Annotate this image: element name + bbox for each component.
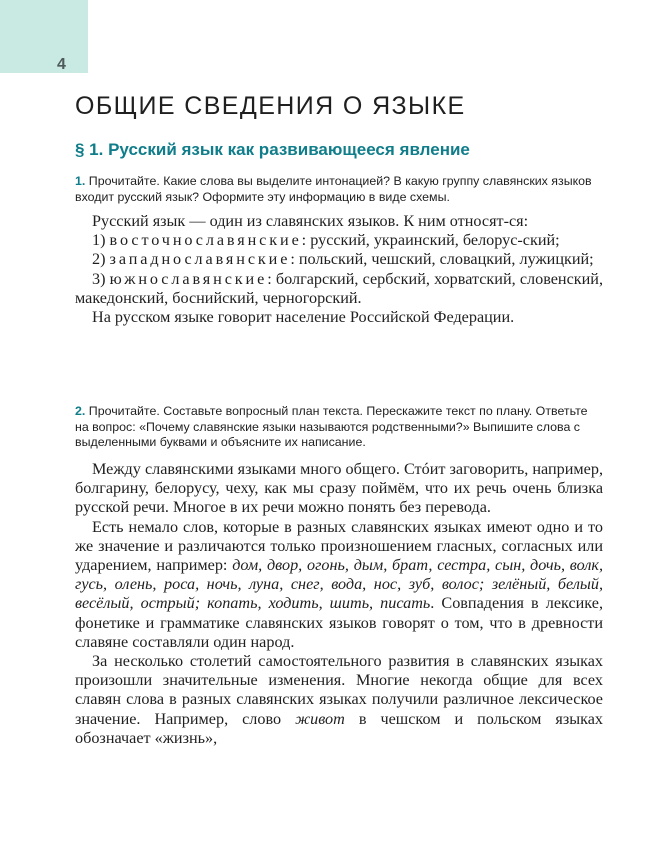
exercise-2-text-block xyxy=(75,460,603,748)
group-south-term: южнославянские xyxy=(109,269,268,288)
chapter-title: ОБЩИЕ СВЕДЕНИЯ О ЯЗЫКЕ xyxy=(75,92,466,120)
group-east-list: : русский, украинский, белорус-ский; xyxy=(301,231,560,250)
exercise-1-text: Прочитайте. Какие слова вы выделите интонацией? В какую группу славянских языков входит русский язык? Оформите эту информацию в виде схемы. xyxy=(75,174,592,204)
text1-intro: Русский язык — один из славянских языков. К ним относят-ся: xyxy=(92,212,529,230)
group-east-term: восточнославянские xyxy=(109,231,302,250)
group-west-term: западнославянские xyxy=(109,250,291,269)
exercise-2-instruction xyxy=(75,404,603,451)
text1-group-west xyxy=(75,250,603,269)
exercise-1-instruction xyxy=(75,174,603,205)
group-south-list: : болгарский, сербский, хорватский, словенский, македонский, боснийский, черногорский. xyxy=(75,269,604,307)
group-south-number: 3) xyxy=(92,269,110,288)
group-west-number: 2) xyxy=(92,250,110,269)
group-west-list: : польский, чешский, словацкий, лужицкий; xyxy=(290,250,594,269)
exercise-2-text: Прочитайте. Составьте вопросный план текста. Перескажите текст по плану. Ответьте на вопрос: «Почему славянские языки называются родственными?» Выпишите слова с выделенными буквами и объясните их написание. xyxy=(75,404,588,449)
exercise-1-text-block xyxy=(75,212,603,327)
page-corner-tab xyxy=(0,0,88,73)
paragraph-2-end: . Совпадения в лексике, фонетике и грамматике славянских языков говорят о том, что в древности славяне составляли один народ. xyxy=(75,594,604,651)
page-number: 4 xyxy=(57,56,66,73)
exercise-2-number: 2. xyxy=(75,404,86,418)
paragraph-3-start: За несколько столетий самостоятельного развития в славянских языках произошли значительные изменения. Многие некогда общие для всех славян слова в разных славянских языках получили различное лексическое значение. Например, слово xyxy=(75,652,603,728)
text1-last-line: На русском языке говорит население Российской Федерации. xyxy=(92,308,515,327)
text1-group-south xyxy=(75,270,603,308)
paragraph-3-end: в чешском и польском языках обозначает «жизнь», xyxy=(75,709,603,747)
example-words: дом, двор, огонь, дым, брат, сестра, сын, дочь, волк, гусь, олень, роса, ночь, луна, снег, вода, нос, зуб, волос; зелёный, белый, весёлый, острый; копать, ходить, шить, писать xyxy=(75,556,603,613)
text1-group-east xyxy=(75,231,603,250)
section-title: § 1. Русский язык как развивающееся явление xyxy=(75,140,470,159)
paragraph-2-start: Есть немало слов, которые в разных славянских языках имеют одно и то же значение и различаются только произношением гласных, согласных или ударением, например: xyxy=(75,517,603,575)
text2-paragraph-1: Между славянскими языками много общего. Стóит заговорить, например, болгарину, белорусу, чеху, как мы сразу поймём, что их речь очень близка русской речи. Многое в их речи можно понять без перевода. xyxy=(75,460,603,517)
exercise-1-number: 1. xyxy=(75,174,86,188)
group-east-number: 1) xyxy=(92,231,110,250)
text2-paragraph-3 xyxy=(75,652,603,748)
text2-paragraph-2 xyxy=(75,518,603,652)
example-word-zhivot: живот xyxy=(295,709,345,728)
